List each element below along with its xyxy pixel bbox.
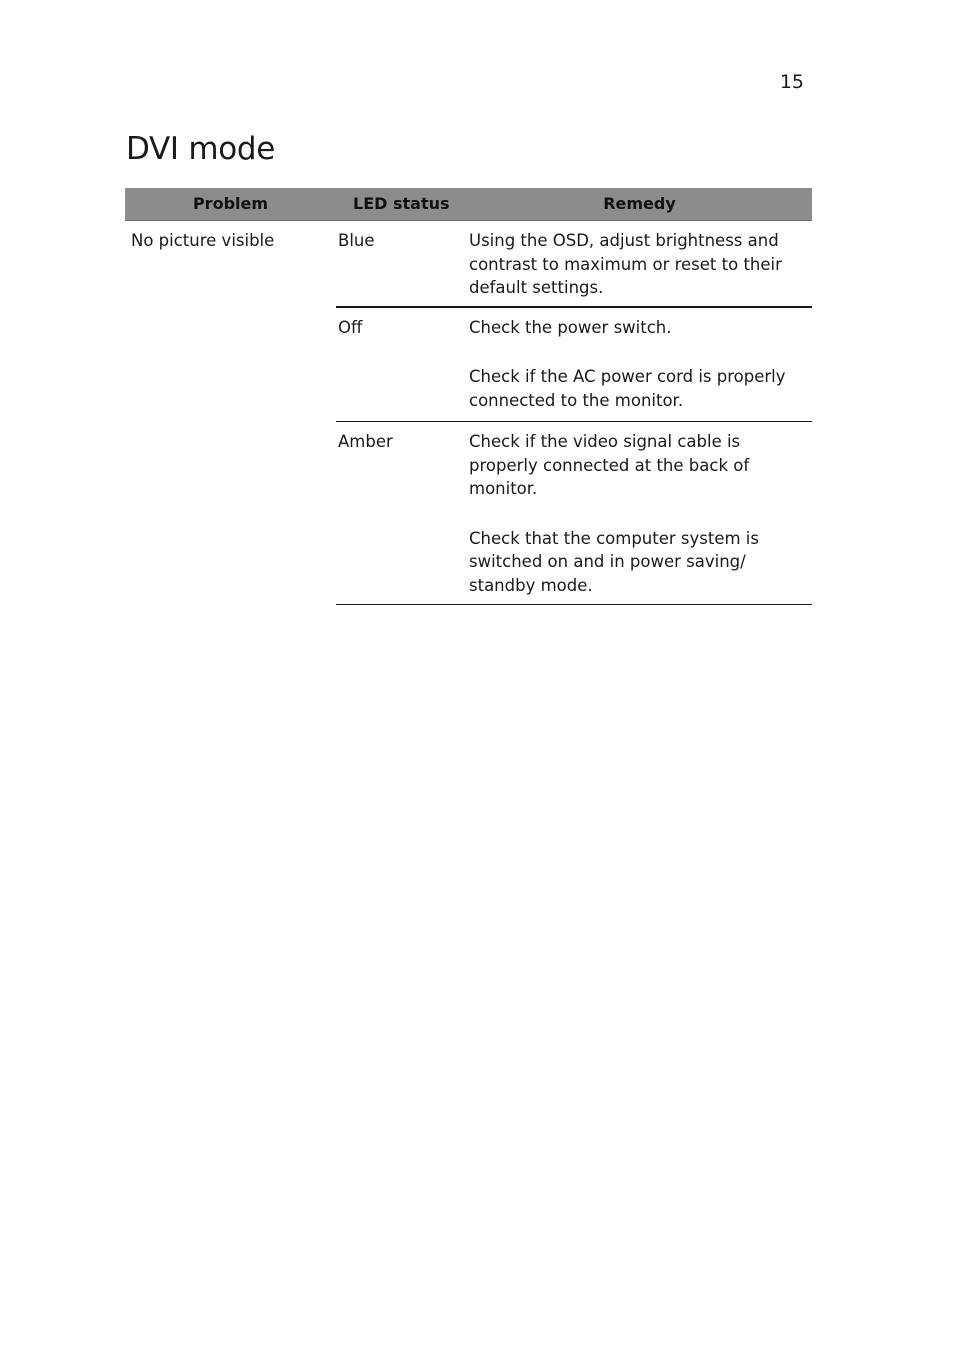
remedy-text: Check the power switch. xyxy=(469,317,672,337)
remedy-text: Using the OSD, adjust brightness and contrast to maximum or reset to their default settings. xyxy=(469,231,782,297)
led-status-cell: Blue xyxy=(336,221,467,307)
table-header-row xyxy=(125,188,812,221)
header-problem: Problem xyxy=(125,188,336,221)
page-title: DVI mode xyxy=(126,131,276,167)
remedy-text: Check that the computer system is switched on and in power saving/ standby mode. xyxy=(469,528,759,595)
led-status-cell: Amber xyxy=(336,422,467,605)
table-row xyxy=(125,221,812,307)
page-number: 15 xyxy=(779,71,804,93)
header-led-status: LED status xyxy=(336,188,467,221)
header-remedy: Remedy xyxy=(467,188,812,221)
remedy-cell xyxy=(467,221,812,307)
remedy-cell xyxy=(467,307,812,422)
remedy-text: Check if the AC power cord is properly connected to the monitor. xyxy=(469,367,786,410)
problem-cell: No picture visible xyxy=(131,231,275,250)
remedy-cell xyxy=(467,422,812,605)
remedy-text: Check if the video signal cable is properly connected at the back of monitor. xyxy=(469,432,750,498)
led-status-cell: Off xyxy=(336,307,467,422)
troubleshooting-table xyxy=(125,188,812,605)
